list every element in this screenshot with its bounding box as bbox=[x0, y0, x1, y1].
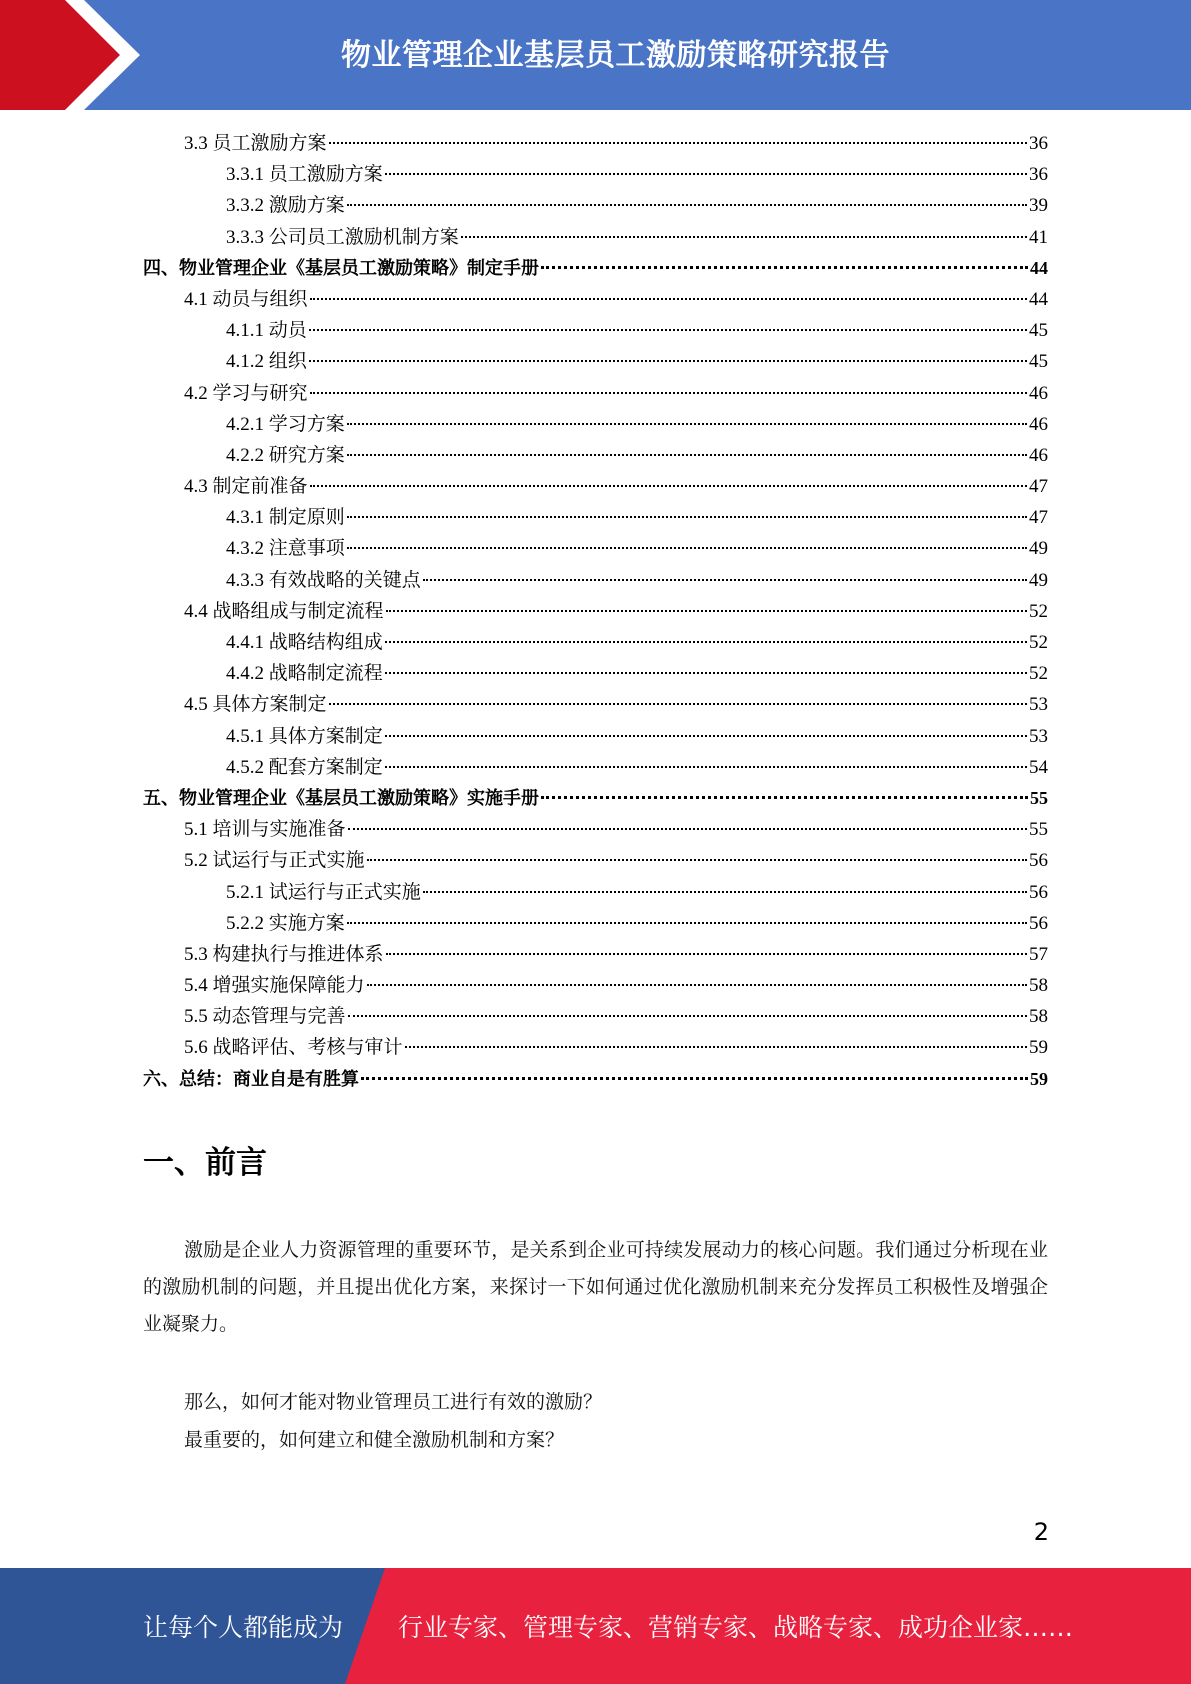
toc-entry-title: 5.4 增强实施保障能力 bbox=[184, 975, 365, 997]
toc-entry-title: 5.2.2 实施方案 bbox=[226, 912, 345, 934]
toc-entry[interactable] bbox=[143, 222, 1048, 253]
toc-entry-title: 3.3.1 员工激励方案 bbox=[226, 164, 383, 186]
section-heading: 一、前言 bbox=[143, 1145, 267, 1181]
toc-dot-leader bbox=[405, 1046, 1027, 1048]
table-of-contents bbox=[143, 128, 1048, 1095]
toc-dot-leader bbox=[347, 922, 1027, 924]
toc-entry-page: 53 bbox=[1029, 694, 1048, 716]
toc-dot-leader bbox=[385, 641, 1027, 643]
toc-entry-page: 49 bbox=[1029, 569, 1048, 591]
toc-dot-leader bbox=[385, 173, 1027, 175]
toc-entry[interactable] bbox=[143, 970, 1048, 1001]
toc-dot-leader bbox=[461, 236, 1027, 238]
toc-entry-title: 4.5.2 配套方案制定 bbox=[226, 756, 383, 778]
toc-entry[interactable] bbox=[143, 877, 1048, 908]
toc-entry[interactable] bbox=[143, 752, 1048, 783]
toc-entry[interactable] bbox=[143, 565, 1048, 596]
toc-dot-leader bbox=[348, 1015, 1027, 1017]
toc-entry-page: 56 bbox=[1029, 850, 1048, 872]
toc-entry-title: 4.3.2 注意事项 bbox=[226, 538, 345, 560]
toc-entry-page: 47 bbox=[1029, 476, 1048, 498]
toc-entry-page: 49 bbox=[1029, 538, 1048, 560]
toc-entry-title: 4.1.1 动员 bbox=[226, 320, 307, 342]
toc-entry[interactable] bbox=[143, 471, 1048, 502]
toc-entry-title: 5.3 构建执行与推进体系 bbox=[184, 943, 384, 965]
toc-entry[interactable] bbox=[143, 284, 1048, 315]
toc-entry-title: 4.3.1 制定原则 bbox=[226, 507, 345, 529]
toc-entry-page: 36 bbox=[1029, 133, 1048, 154]
toc-dot-leader bbox=[347, 423, 1027, 425]
toc-dot-leader bbox=[348, 828, 1027, 830]
toc-dot-leader bbox=[309, 360, 1027, 362]
toc-entry[interactable] bbox=[143, 128, 1048, 159]
toc-entry-page: 46 bbox=[1029, 444, 1048, 466]
toc-entry[interactable] bbox=[143, 533, 1048, 564]
toc-dot-leader bbox=[385, 735, 1027, 737]
toc-entry-page: 52 bbox=[1029, 600, 1048, 622]
toc-entry-page: 59 bbox=[1029, 1037, 1048, 1059]
toc-entry[interactable] bbox=[143, 409, 1048, 440]
toc-entry[interactable] bbox=[143, 908, 1048, 939]
toc-entry-title: 3.3 员工激励方案 bbox=[184, 133, 327, 154]
toc-entry-page: 52 bbox=[1029, 663, 1048, 685]
toc-entry-page: 46 bbox=[1029, 382, 1048, 404]
toc-entry[interactable] bbox=[143, 783, 1048, 814]
toc-entry-title: 5.2.1 试运行与正式实施 bbox=[226, 881, 421, 903]
page-footer bbox=[0, 1568, 1191, 1684]
toc-entry[interactable] bbox=[143, 596, 1048, 627]
toc-dot-leader bbox=[385, 672, 1027, 674]
toc-entry-page: 54 bbox=[1029, 756, 1048, 778]
toc-entry[interactable] bbox=[143, 845, 1048, 876]
toc-entry-page: 58 bbox=[1029, 1006, 1048, 1028]
toc-entry-title: 5.6 战略评估、考核与审计 bbox=[184, 1037, 403, 1059]
toc-dot-leader bbox=[347, 454, 1027, 456]
toc-dot-leader bbox=[361, 1077, 1028, 1080]
toc-entry[interactable] bbox=[143, 190, 1048, 221]
toc-entry-title: 5.1 培训与实施准备 bbox=[184, 819, 346, 841]
question-line: 最重要的，如何建立和健全激励机制和方案？ bbox=[184, 1429, 565, 1451]
toc-dot-leader bbox=[367, 984, 1027, 986]
toc-dot-leader bbox=[329, 142, 1027, 144]
toc-dot-leader bbox=[347, 547, 1027, 549]
toc-dot-leader bbox=[329, 703, 1027, 705]
toc-entry[interactable] bbox=[143, 315, 1048, 346]
toc-entry-page: 41 bbox=[1029, 226, 1048, 248]
toc-entry-page: 45 bbox=[1029, 351, 1048, 373]
toc-entry[interactable] bbox=[143, 502, 1048, 533]
footer-slogan-right: 行业专家、管理专家、营销专家、战略专家、成功企业家…… bbox=[398, 1613, 1074, 1642]
toc-dot-leader bbox=[310, 485, 1027, 487]
toc-entry-page: 56 bbox=[1029, 912, 1048, 934]
toc-entry[interactable] bbox=[143, 378, 1048, 409]
toc-dot-leader bbox=[367, 859, 1027, 861]
toc-entry[interactable] bbox=[143, 159, 1048, 190]
document-title: 物业管理企业基层员工激励策略研究报告 bbox=[341, 38, 890, 73]
toc-entry-page: 46 bbox=[1029, 413, 1048, 435]
toc-dot-leader bbox=[385, 766, 1027, 768]
toc-entry-page: 57 bbox=[1029, 943, 1048, 965]
toc-entry[interactable] bbox=[143, 440, 1048, 471]
toc-entry-title: 5.5 动态管理与完善 bbox=[184, 1006, 346, 1028]
toc-dot-leader bbox=[541, 796, 1028, 799]
toc-entry-page: 36 bbox=[1029, 164, 1048, 186]
toc-entry-title: 4.2.2 研究方案 bbox=[226, 444, 345, 466]
toc-entry-title: 4.4.2 战略制定流程 bbox=[226, 663, 383, 685]
toc-entry-page: 45 bbox=[1029, 320, 1048, 342]
toc-entry-page: 55 bbox=[1030, 787, 1048, 808]
toc-entry-title: 四、物业管理企业《基层员工激励策略》制定手册 bbox=[143, 257, 539, 279]
toc-entry-title: 五、物业管理企业《基层员工激励策略》实施手册 bbox=[143, 787, 539, 809]
page-number: 2 bbox=[1033, 1518, 1049, 1546]
toc-entry[interactable] bbox=[143, 814, 1048, 845]
toc-entry-title: 4.2.1 学习方案 bbox=[226, 413, 345, 435]
toc-entry[interactable] bbox=[143, 1032, 1048, 1063]
toc-entry-page: 53 bbox=[1029, 725, 1048, 747]
toc-entry-title: 4.5 具体方案制定 bbox=[184, 694, 327, 716]
toc-entry-title: 4.2 学习与研究 bbox=[184, 382, 308, 404]
page-header bbox=[0, 0, 1191, 110]
toc-entry-title: 4.4 战略组成与制定流程 bbox=[184, 600, 384, 622]
toc-dot-leader bbox=[423, 891, 1027, 893]
toc-entry-page: 56 bbox=[1029, 881, 1048, 903]
toc-entry-title: 5.2 试运行与正式实施 bbox=[184, 850, 365, 872]
question-line: 那么，如何才能对物业管理员工进行有效的激励？ bbox=[184, 1391, 603, 1413]
intro-paragraph: 激励是企业人力资源管理的重要环节，是关系到企业可持续发展动力的核心问题。我们通过分析现在业的激励机制的问题，并且提出优化方案，来探讨一下如何通过优化激励机制来充分发挥员工积极性及增强企业凝聚力。 bbox=[143, 1239, 1048, 1335]
toc-entry[interactable] bbox=[143, 627, 1048, 658]
toc-dot-leader bbox=[310, 392, 1027, 394]
toc-entry[interactable] bbox=[143, 721, 1048, 752]
toc-dot-leader bbox=[309, 329, 1027, 331]
toc-dot-leader bbox=[347, 204, 1027, 206]
toc-entry-title: 4.5.1 具体方案制定 bbox=[226, 725, 383, 747]
toc-entry-title: 4.1 动员与组织 bbox=[184, 288, 308, 310]
toc-entry-title: 3.3.3 公司员工激励机制方案 bbox=[226, 226, 459, 248]
toc-entry-title: 4.4.1 战略结构组成 bbox=[226, 632, 383, 653]
toc-entry-title: 4.3 制定前准备 bbox=[184, 476, 308, 498]
toc-dot-leader bbox=[347, 516, 1027, 518]
toc-entry[interactable] bbox=[143, 689, 1048, 720]
toc-dot-leader bbox=[386, 953, 1027, 955]
toc-entry-page: 44 bbox=[1029, 288, 1048, 310]
toc-entry-page: 44 bbox=[1030, 257, 1048, 278]
toc-entry-page: 47 bbox=[1029, 507, 1048, 529]
toc-entry[interactable] bbox=[143, 939, 1048, 970]
toc-dot-leader bbox=[310, 298, 1027, 300]
toc-entry[interactable] bbox=[143, 1064, 1048, 1095]
toc-entry-title: 3.3.2 激励方案 bbox=[226, 195, 345, 217]
toc-dot-leader bbox=[541, 266, 1028, 269]
toc-entry-title: 六、总结：商业自是有胜算 bbox=[143, 1068, 359, 1090]
toc-entry-page: 55 bbox=[1029, 819, 1048, 841]
toc-entry-page: 59 bbox=[1030, 1068, 1048, 1089]
toc-dot-leader bbox=[423, 579, 1027, 581]
toc-dot-leader bbox=[386, 610, 1027, 612]
toc-entry[interactable] bbox=[143, 346, 1048, 377]
toc-entry-title: 4.1.2 组织 bbox=[226, 351, 307, 373]
toc-entry-title: 4.3.3 有效战略的关键点 bbox=[226, 569, 421, 591]
toc-entry[interactable] bbox=[143, 1001, 1048, 1032]
toc-entry-page: 52 bbox=[1029, 632, 1048, 653]
toc-entry[interactable] bbox=[143, 253, 1048, 284]
toc-entry[interactable] bbox=[143, 658, 1048, 689]
footer-slogan-left: 让每个人都能成为 bbox=[143, 1613, 344, 1642]
toc-entry-page: 39 bbox=[1029, 195, 1048, 217]
toc-entry-page: 58 bbox=[1029, 975, 1048, 997]
